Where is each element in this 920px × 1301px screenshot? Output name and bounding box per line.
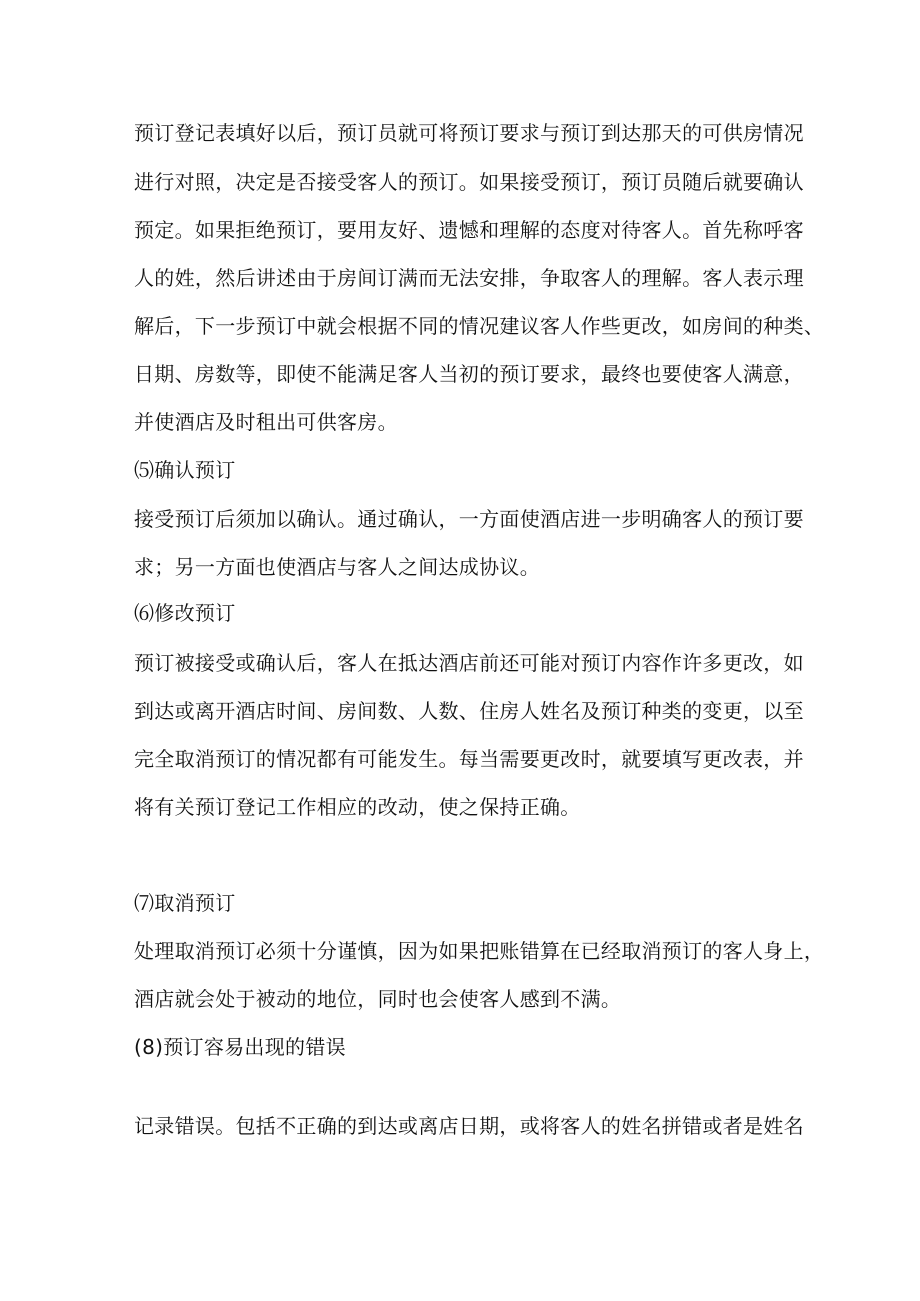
paragraph-line: 到达或离开酒店时间、房间数、人数、住房人姓名及预订种类的变更，以至 — [134, 699, 804, 723]
paragraph-line: 并使酒店及时租出可供客房。 — [134, 410, 398, 434]
paragraph-line: 处理取消预订必须十分谨慎，因为如果把账错算在已经取消预订的客人身上， — [134, 939, 825, 963]
paragraph-line: 日期、房数等，即使不能满足客人当初的预订要求，最终也要使客人满意， — [134, 362, 804, 386]
paragraph-line: 酒店就会处于被动的地位，同时也会使客人感到不满。 — [134, 987, 622, 1011]
paragraph-line: 进行对照，决定是否接受客人的预订。如果接受预订，预订员随后就要确认 — [134, 170, 804, 194]
paragraph-line: 将有关预订登记工作相应的改动，使之保持正确。 — [134, 795, 581, 819]
paragraph-line: 记录错误。包括不正确的到达或离店日期，或将客人的姓名拼错或者是姓名 — [134, 1114, 804, 1138]
paragraph-line: 解后，下一步预订中就会根据不同的情况建议客人作些更改，如房间的种类、 — [134, 314, 825, 338]
paragraph-line: 预订被接受或确认后，客人在抵达酒店前还可能对预订内容作许多更改，如 — [134, 651, 804, 675]
paragraph-line: 预订登记表填好以后，预订员就可将预订要求与预订到达那天的可供房情况 — [134, 121, 804, 145]
paragraph-line: 完全取消预订的情况都有可能发生。每当需要更改时，就要填写更改表，并 — [134, 747, 804, 771]
paragraph-line: 预定。如果拒绝预订，要用友好、遗憾和理解的态度对待客人。首先称呼客 — [134, 218, 804, 242]
section-heading: ⑹修改预订 — [134, 601, 236, 625]
section-heading: (8)预订容易出现的错误 — [134, 1035, 346, 1059]
paragraph-line: 求；另一方面也使酒店与客人之间达成协议。 — [134, 555, 540, 579]
section-heading: ⑺取消预订 — [134, 891, 236, 915]
paragraph-line: 接受预订后须加以确认。通过确认，一方面使酒店进一步明确客人的预订要 — [134, 507, 804, 531]
section-heading: ⑸确认预订 — [134, 458, 236, 482]
paragraph-line: 人的姓，然后讲述由于房间订满而无法安排，争取客人的理解。客人表示理 — [134, 266, 804, 290]
